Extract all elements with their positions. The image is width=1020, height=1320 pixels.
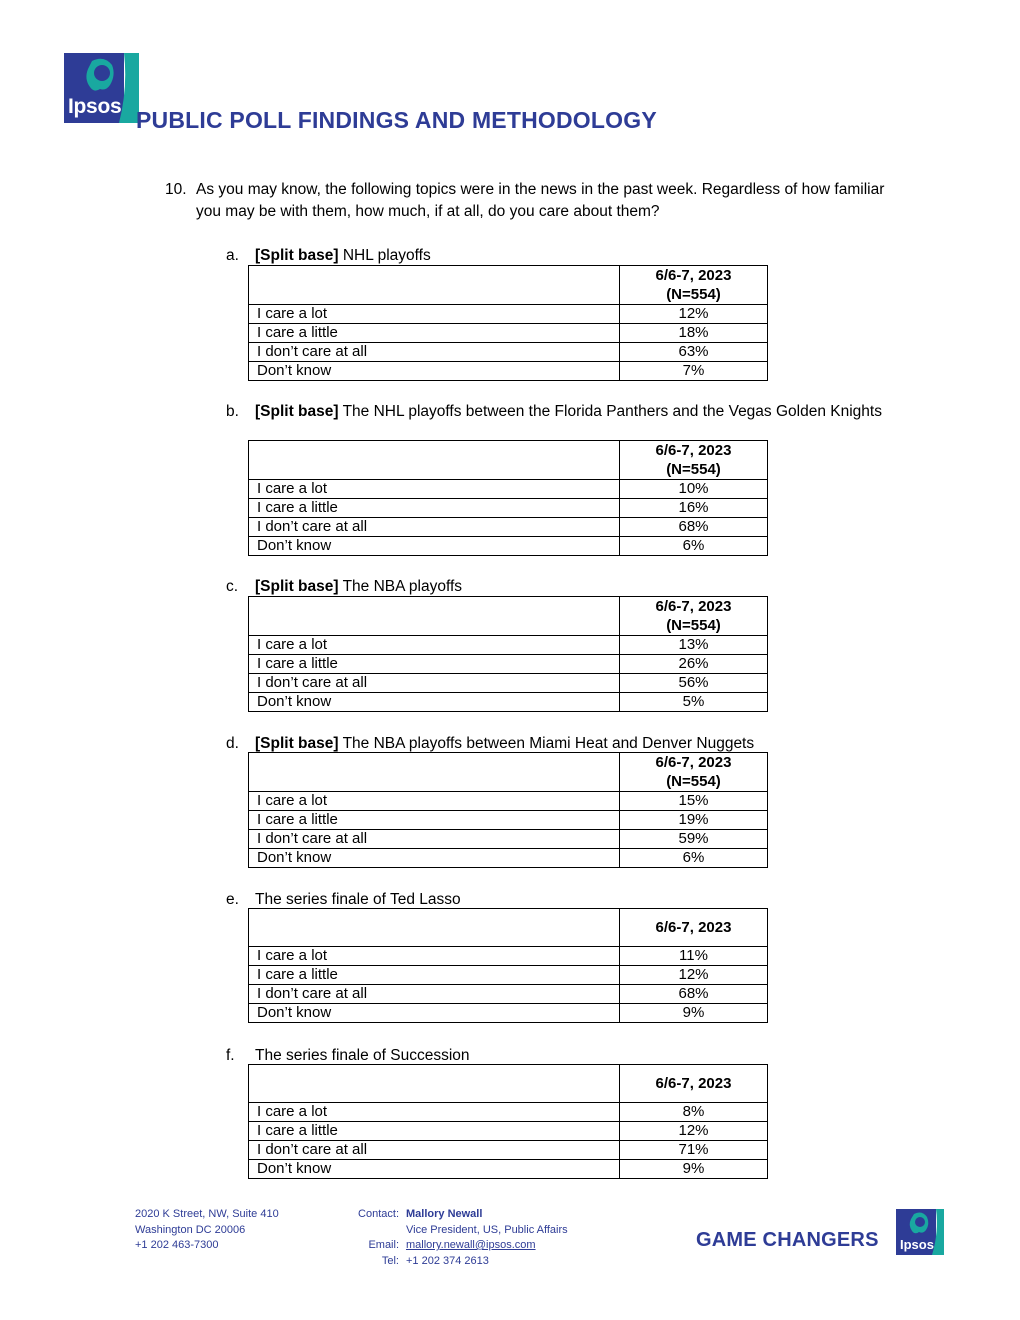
section-title: The series finale of Succession (255, 1047, 470, 1064)
table-row (249, 947, 768, 966)
section-e-table (248, 908, 768, 1023)
table-row (249, 537, 768, 556)
section-title: The series finale of Ted Lasso (255, 891, 461, 908)
column-header (620, 597, 768, 636)
row-value: 6% (620, 537, 768, 556)
empty-header-cell (249, 909, 620, 947)
section-title (255, 734, 905, 754)
column-sample: (N=554) (666, 461, 721, 478)
contact-tel: +1 202 374 2613 (406, 1254, 489, 1267)
ipsos-logo (64, 53, 139, 123)
column-date: 6/6-7, 2023 (655, 442, 732, 459)
footer-contact-values (406, 1207, 568, 1269)
row-label: I care a lot (249, 636, 620, 655)
row-value: 12% (620, 305, 768, 324)
section-letter: d. (226, 735, 239, 752)
section-letter: e. (226, 891, 239, 908)
row-value: 7% (620, 362, 768, 381)
column-header (620, 753, 768, 792)
table-header-row (249, 597, 768, 636)
row-label: I care a little (249, 655, 620, 674)
address-line: Washington DC 20006 (135, 1223, 246, 1236)
row-value: 6% (620, 849, 768, 868)
row-label: Don’t know (249, 537, 620, 556)
row-label: I don’t care at all (249, 1141, 620, 1160)
column-date: 6/6-7, 2023 (655, 754, 732, 771)
section-c-table (248, 596, 768, 712)
row-label: Don’t know (249, 693, 620, 712)
row-value: 56% (620, 674, 768, 693)
tel-label: Tel: (381, 1254, 399, 1267)
row-label: I care a little (249, 966, 620, 985)
split-base-tag: [Split base] (255, 578, 339, 595)
row-value: 13% (620, 636, 768, 655)
row-label: I care a lot (249, 947, 620, 966)
page-title: PUBLIC POLL FINDINGS AND METHODOLOGY (136, 107, 657, 133)
table-header-row (249, 909, 768, 947)
section-f-table (248, 1064, 768, 1179)
table-row (249, 480, 768, 499)
split-base-tag: [Split base] (255, 247, 339, 264)
table-row (249, 674, 768, 693)
row-label: I care a little (249, 324, 620, 343)
row-label: I care a little (249, 499, 620, 518)
table-header-row (249, 753, 768, 792)
row-label: Don’t know (249, 1160, 620, 1179)
row-value: 19% (620, 811, 768, 830)
section-d-table (248, 752, 768, 868)
column-date: 6/6-7, 2023 (655, 598, 732, 615)
table-row (249, 792, 768, 811)
email-label: Email: (368, 1239, 399, 1251)
row-label: Don’t know (249, 849, 620, 868)
table-row (249, 362, 768, 381)
row-value: 11% (620, 947, 768, 966)
logo-small-text: Ipsos (900, 1237, 934, 1252)
empty-header-cell (249, 753, 620, 792)
row-value: 59% (620, 830, 768, 849)
row-label: I care a lot (249, 1103, 620, 1122)
row-value: 10% (620, 480, 768, 499)
row-value: 63% (620, 343, 768, 362)
section-title-text: The NBA playoffs between Miami Heat and Denver Nuggets (338, 735, 755, 752)
row-value: 26% (620, 655, 768, 674)
row-value: 15% (620, 792, 768, 811)
row-value: 12% (620, 1122, 768, 1141)
column-header (620, 266, 768, 305)
column-sample: (N=554) (666, 773, 721, 790)
section-a-table (248, 265, 768, 381)
row-label: I don’t care at all (249, 674, 620, 693)
section-title-text: The NBA playoffs (338, 578, 463, 595)
table-row (249, 985, 768, 1004)
row-value: 12% (620, 966, 768, 985)
row-label: I don’t care at all (249, 985, 620, 1004)
table-row (249, 518, 768, 537)
question-number: 10. (165, 181, 187, 198)
tagline: GAME CHANGERS (696, 1229, 879, 1251)
table-header-row (249, 266, 768, 305)
section-title-text: NHL playoffs (338, 247, 431, 264)
footer-contact-labels (343, 1207, 399, 1269)
table-row (249, 305, 768, 324)
row-label: I don’t care at all (249, 343, 620, 362)
row-value: 8% (620, 1103, 768, 1122)
row-label: I care a little (249, 1122, 620, 1141)
row-label: I care a lot (249, 792, 620, 811)
empty-header-cell (249, 597, 620, 636)
footer-address (135, 1207, 279, 1254)
section-letter: c. (226, 578, 239, 595)
empty-header-cell (249, 266, 620, 305)
row-value: 68% (620, 985, 768, 1004)
table-row (249, 693, 768, 712)
table-row (249, 830, 768, 849)
row-value: 18% (620, 324, 768, 343)
row-value: 71% (620, 1141, 768, 1160)
table-row (249, 636, 768, 655)
row-label: I care a little (249, 811, 620, 830)
empty-header-cell (249, 441, 620, 480)
table-row (249, 966, 768, 985)
table-header-row (249, 441, 768, 480)
section-letter: f. (226, 1047, 235, 1064)
table-row (249, 1160, 768, 1179)
table-header-row (249, 1065, 768, 1103)
row-label: I don’t care at all (249, 830, 620, 849)
table-row (249, 849, 768, 868)
table-row (249, 655, 768, 674)
row-value: 68% (620, 518, 768, 537)
row-value: 9% (620, 1160, 768, 1179)
table-row (249, 811, 768, 830)
row-value: 9% (620, 1004, 768, 1023)
address-line: 2020 K Street, NW, Suite 410 (135, 1208, 279, 1220)
contact-email-link[interactable]: mallory.newall@ipsos.com (406, 1239, 536, 1251)
split-base-tag: [Split base] (255, 403, 339, 420)
row-label: I don’t care at all (249, 518, 620, 537)
row-value: 5% (620, 693, 768, 712)
contact-name: Mallory Newall (406, 1208, 483, 1220)
column-sample: (N=554) (666, 617, 721, 634)
row-label: Don’t know (249, 1004, 620, 1023)
column-header (620, 441, 768, 480)
section-title (255, 577, 905, 597)
column-sample: (N=554) (666, 286, 721, 303)
column-date: 6/6-7, 2023 (655, 267, 732, 284)
empty-header-cell (249, 1065, 620, 1103)
column-header: 6/6-7, 2023 (620, 909, 768, 947)
section-title-text: The NHL playoffs between the Florida Panthers and the Vegas Golden Knights (338, 403, 882, 420)
section-letter: b. (226, 403, 239, 420)
split-base-tag: [Split base] (255, 735, 339, 752)
row-value: 16% (620, 499, 768, 518)
table-row (249, 343, 768, 362)
address-phone: +1 202 463-7300 (135, 1239, 219, 1251)
section-title (255, 402, 905, 422)
table-row (249, 1141, 768, 1160)
section-letter: a. (226, 247, 239, 264)
table-row (249, 1122, 768, 1141)
row-label: I care a lot (249, 305, 620, 324)
section-title (255, 246, 905, 266)
ipsos-logo-small (896, 1209, 944, 1255)
row-label: Don’t know (249, 362, 620, 381)
table-row (249, 1004, 768, 1023)
contact-label: Contact: (358, 1208, 399, 1220)
table-row (249, 324, 768, 343)
table-row (249, 1103, 768, 1122)
question-text: As you may know, the following topics were in the news in the past week. Regardless of how familiar you may be with them, how much, if at all, do you care about them? (196, 181, 885, 220)
section-b-table (248, 440, 768, 556)
contact-title: Vice President, US, Public Affairs (406, 1223, 568, 1236)
row-label: I care a lot (249, 480, 620, 499)
table-row (249, 499, 768, 518)
column-header: 6/6-7, 2023 (620, 1065, 768, 1103)
logo-text: Ipsos (68, 95, 122, 118)
